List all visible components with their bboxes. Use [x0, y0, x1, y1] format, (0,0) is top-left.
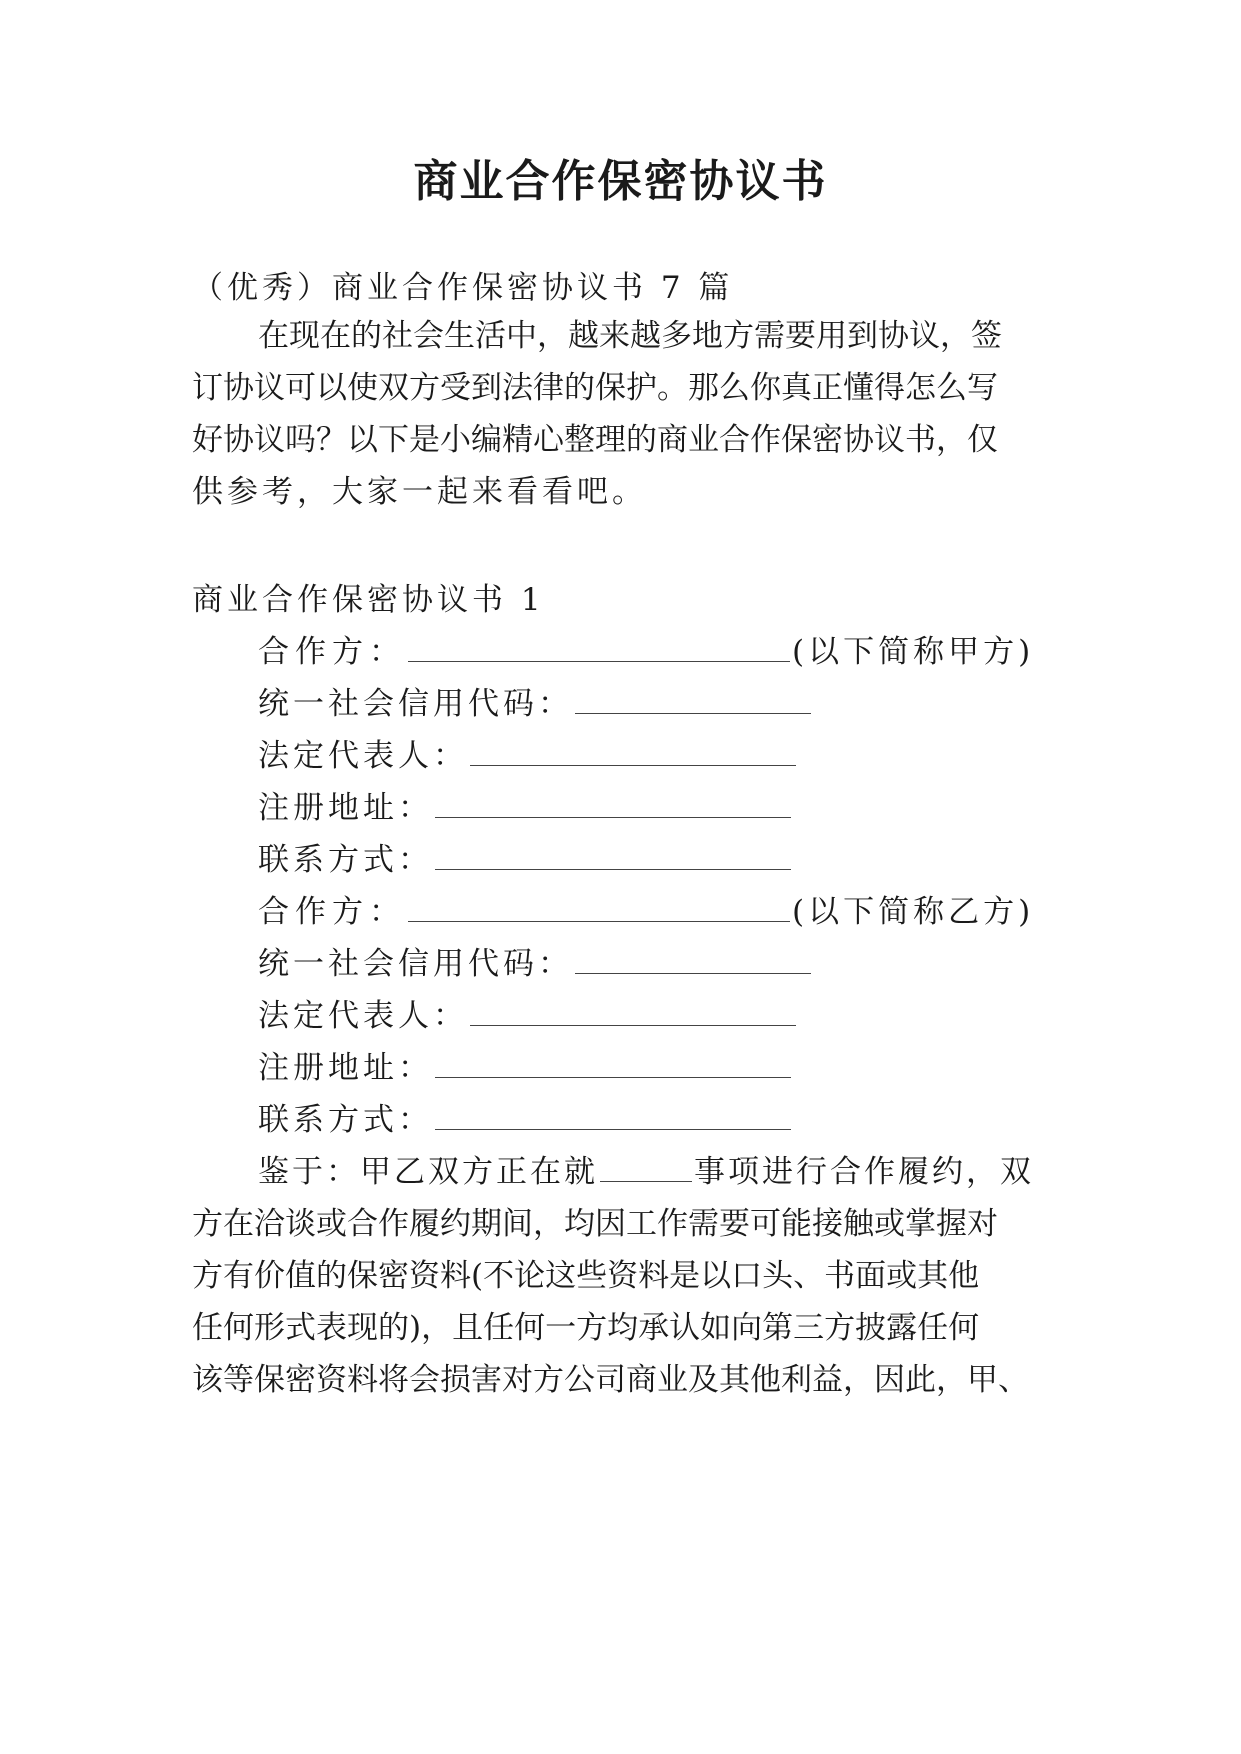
whereas-line-3: 方有价值的保密资料(不论这些资料是以口头、书面或其他 — [192, 1258, 980, 1294]
party-b-credit-code-blank[interactable] — [575, 943, 811, 974]
party-a-row — [258, 631, 1034, 673]
whereas-line-2: 方在洽谈或合作履约期间，均因工作需要可能接触或掌握对 — [192, 1206, 998, 1242]
whereas-suffix: 事项进行合作履约，双 — [694, 1154, 1034, 1190]
party-b-name-blank[interactable] — [408, 891, 790, 922]
document-title: 商业合作保密协议书 — [413, 156, 828, 207]
party-a-suffix: (以下简称甲方) — [792, 634, 1035, 670]
party-b-legal-rep-label: 法定代表人： — [258, 998, 468, 1034]
intro-line-4: 供参考，大家一起来看看吧。 — [192, 474, 647, 510]
party-b-legal-rep-row — [258, 995, 798, 1037]
party-b-label: 合作方： — [258, 894, 406, 930]
whereas-prefix: 鉴于：甲乙双方正在就 — [258, 1154, 598, 1190]
party-a-legal-rep-label: 法定代表人： — [258, 738, 468, 774]
party-a-contact-row — [258, 839, 793, 881]
party-a-contact-blank[interactable] — [435, 839, 791, 870]
party-b-contact-blank[interactable] — [435, 1099, 791, 1130]
party-a-address-blank[interactable] — [435, 787, 791, 818]
whereas-line-1 — [258, 1151, 1034, 1193]
section-heading: 商业合作保密协议书 1 — [192, 582, 545, 618]
whereas-matter-blank[interactable] — [600, 1151, 692, 1182]
party-a-address-label: 注册地址： — [258, 790, 433, 826]
party-b-credit-code-row — [258, 943, 813, 985]
party-b-legal-rep-blank[interactable] — [470, 995, 796, 1026]
intro-line-1: 在现在的社会生活中，越来越多地方需要用到协议，签 — [258, 318, 1002, 354]
party-b-address-row — [258, 1047, 793, 1089]
party-b-address-label: 注册地址： — [258, 1050, 433, 1086]
party-a-credit-code-blank[interactable] — [575, 683, 811, 714]
party-b-address-blank[interactable] — [435, 1047, 791, 1078]
intro-line-2: 订协议可以使双方受到法律的保护。那么你真正懂得怎么写 — [192, 370, 998, 406]
party-a-address-row — [258, 787, 793, 829]
party-a-name-blank[interactable] — [408, 631, 790, 662]
party-a-legal-rep-blank[interactable] — [470, 735, 796, 766]
whereas-line-4: 任何形式表现的)，且任何一方均承认如向第三方披露任何 — [192, 1310, 980, 1346]
party-a-legal-rep-row — [258, 735, 798, 777]
document-subtitle: （优秀）商业合作保密协议书 7 篇 — [192, 270, 734, 306]
party-b-suffix: (以下简称乙方) — [792, 894, 1035, 930]
party-b-credit-code-label: 统一社会信用代码： — [258, 946, 573, 982]
party-b-row — [258, 891, 1034, 933]
party-b-contact-label: 联系方式： — [258, 1102, 433, 1138]
party-a-contact-label: 联系方式： — [258, 842, 433, 878]
intro-line-3: 好协议吗？以下是小编精心整理的商业合作保密协议书，仅 — [192, 422, 998, 458]
whereas-line-5: 该等保密资料将会损害对方公司商业及其他利益，因此，甲、 — [192, 1362, 1029, 1398]
party-a-credit-code-label: 统一社会信用代码： — [258, 686, 573, 722]
party-a-label: 合作方： — [258, 634, 406, 670]
party-b-contact-row — [258, 1099, 793, 1141]
party-a-credit-code-row — [258, 683, 813, 725]
